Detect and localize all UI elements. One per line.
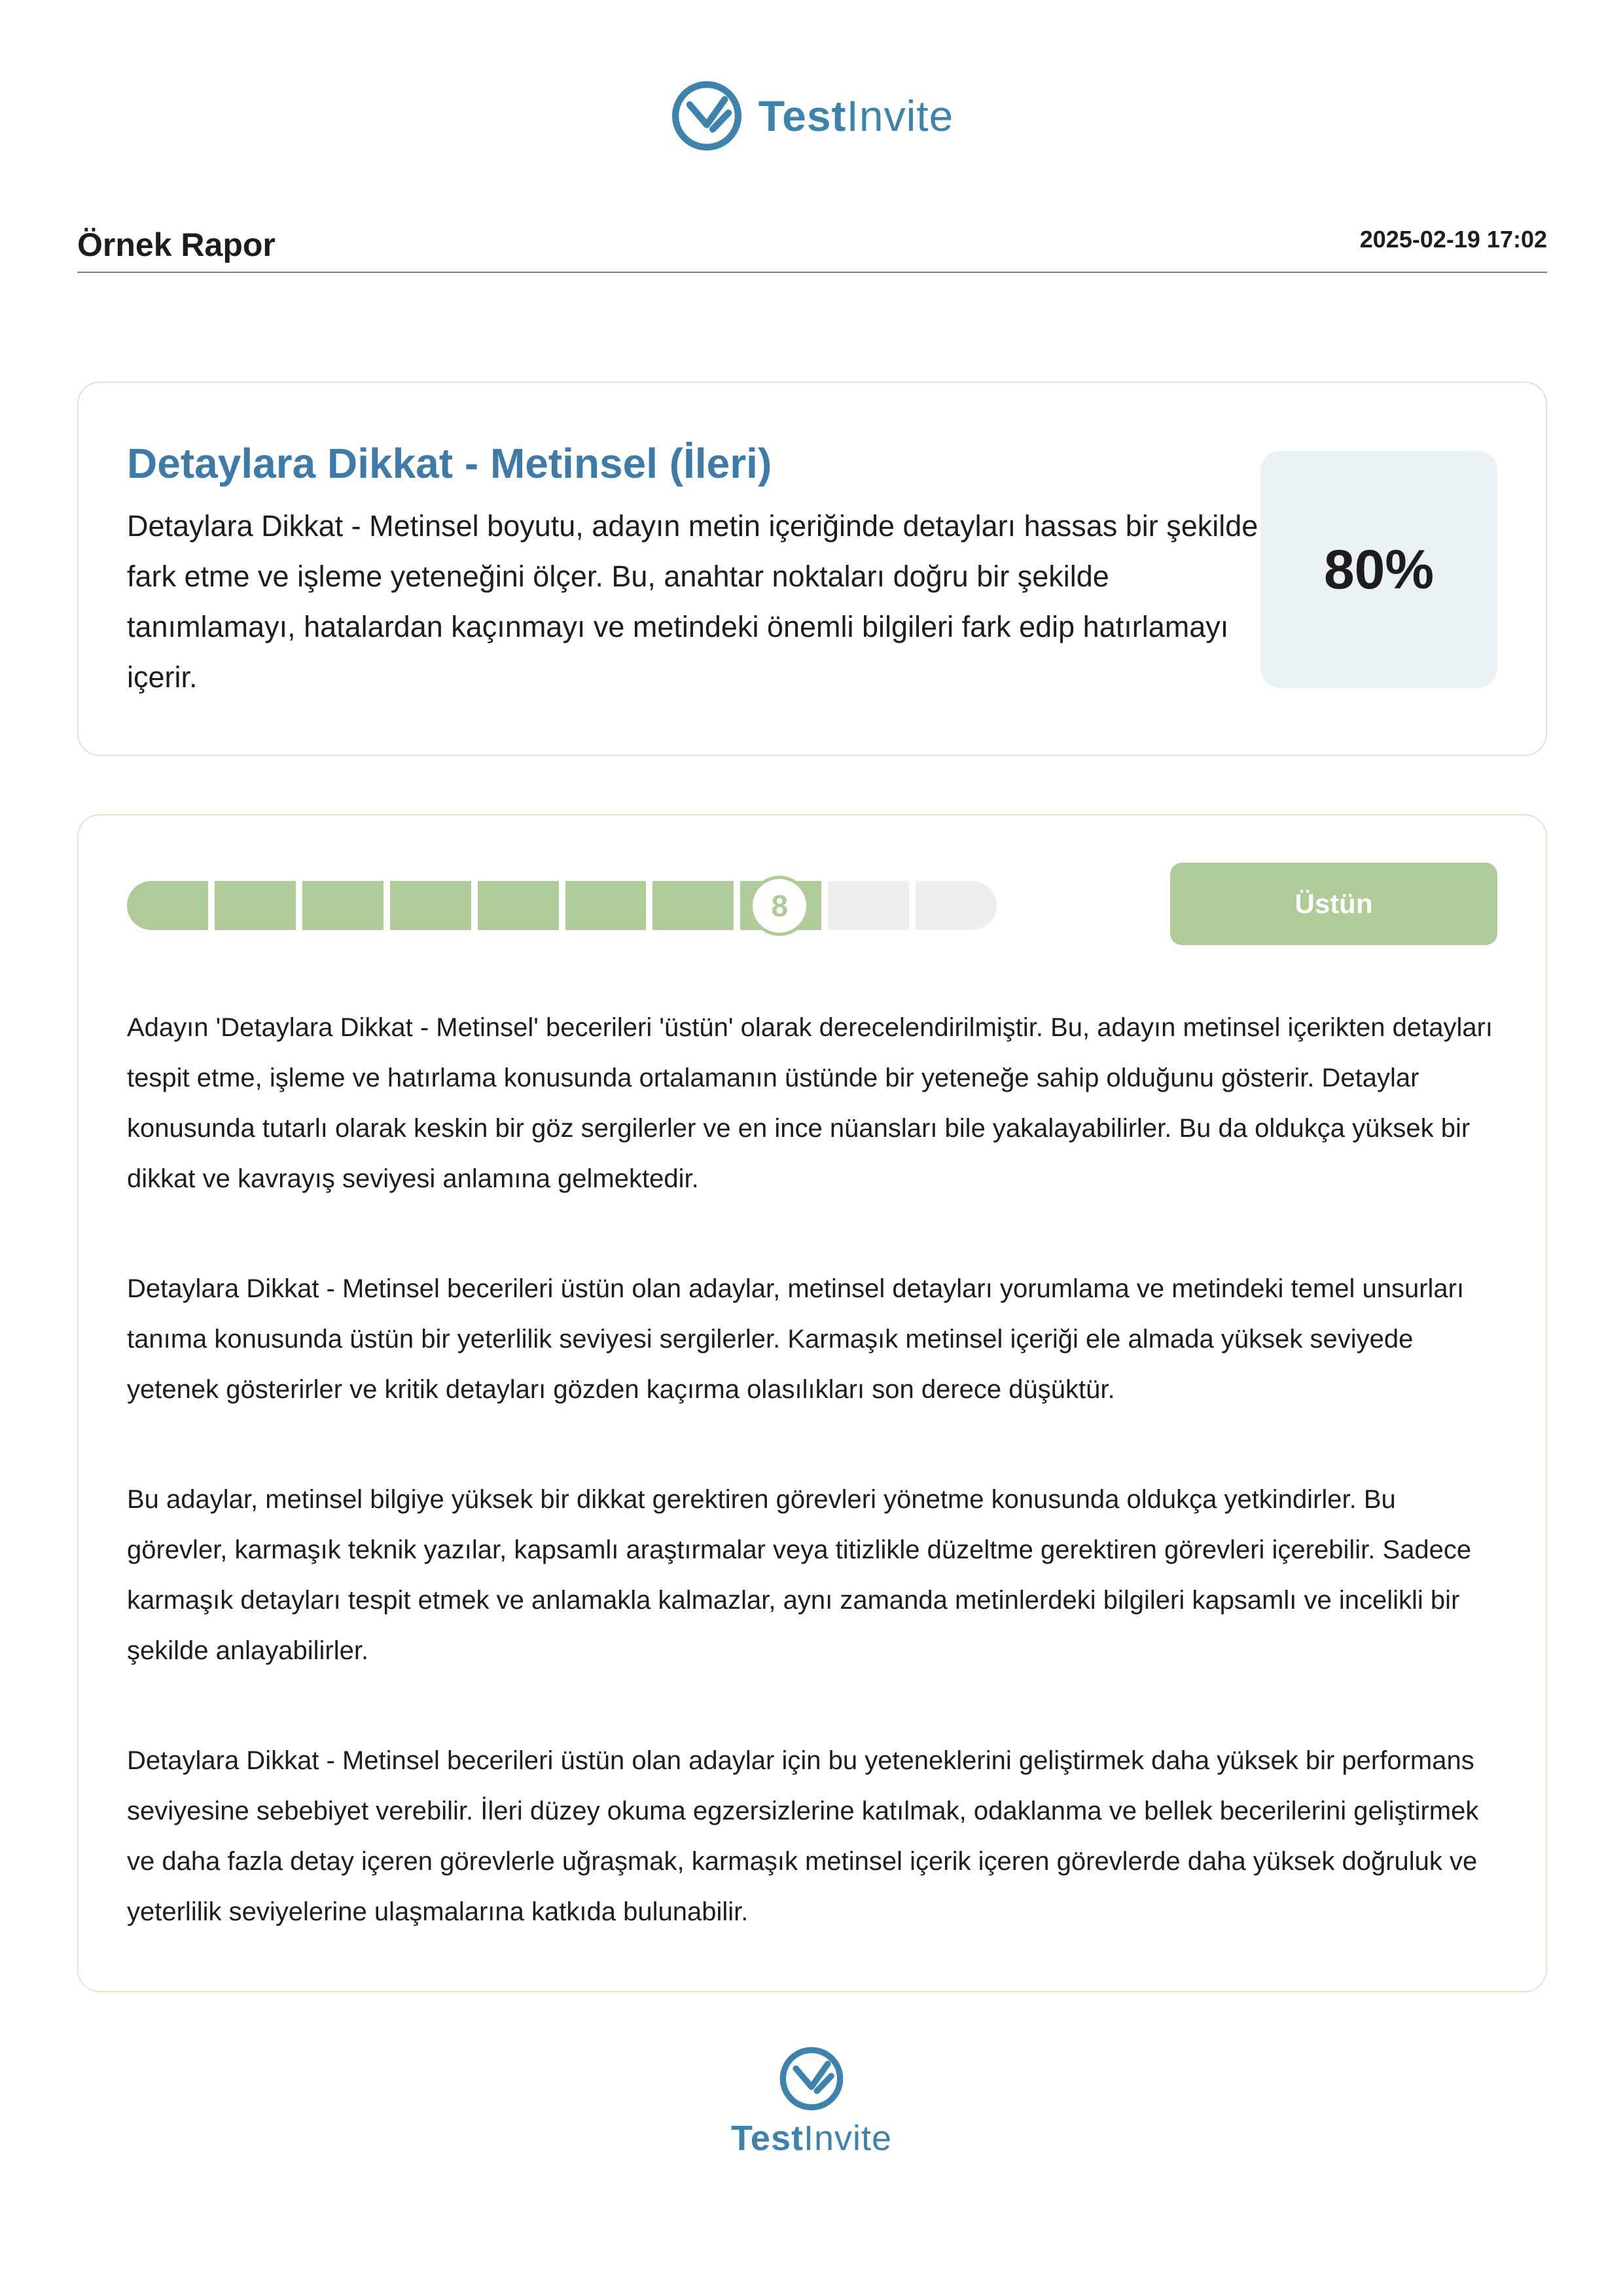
dimension-card [77,382,1547,756]
brand-wordmark [731,2118,892,2159]
brand-regular-text: Invite [803,2119,893,2158]
scale-segment [916,881,997,930]
scale-segment [478,881,559,930]
result-paragraph: Adayın 'Detaylara Dikkat - Metinsel' becerileri 'üstün' olarak derecelendirilmiştir. Bu, adayın metinsel içerikten detayları tespit etme, işleme ve hatırlama konusunda ortalamanın üstünde bir yeteneğe sahip olduğunu gösterir. Detaylar konusunda tutarlı olarak keskin bir göz sergilerler ve en ince nüansları bile yakalayabilirler. Bu da oldukça yüksek bir dikkat ve kavrayış seviyesi anlamına gelmektedir. [127,1013,1493,1193]
result-card [77,814,1547,1992]
brand-bold-text: Test [730,2119,804,2158]
checkmark-badge-icon [669,79,744,153]
report-title: Örnek Rapor [77,226,276,263]
score-box [1260,451,1497,688]
scale-segment [740,881,821,930]
scale-segment [828,881,909,930]
report-date: 2025-02-19 17:02 [1359,226,1547,253]
result-paragraph: Bu adaylar, metinsel bilgiye yüksek bir dikkat gerektiren görevleri yönetme konusunda oldukça yetkindirler. Bu görevler, karmaşık teknik yazılar, kapsamlı araştırmalar veya titizlikle düzeltme gerektiren görevleri içerebilir. Sadece karmaşık detayları tespit etmek ve anlamakla kalmazlar, aynı zamanda metinlerdeki bilgileri kapsamlı ve incelikli bir şekilde anlayabilirler. [127,1485,1472,1665]
level-badge [1170,863,1497,945]
scale-segment [127,881,208,930]
report-header [77,219,1547,273]
scale-marker: 8 [749,876,810,936]
scale-segment [215,881,296,930]
score-value: 80% [1323,538,1435,600]
scale-segment [390,881,471,930]
dimension-title: Detaylara Dikkat - Metinsel (İleri) [127,440,772,487]
brand-regular-text: Invite [846,92,954,140]
result-paragraph: Detaylara Dikkat - Metinsel becerileri üstün olan adaylar için bu yeteneklerini geliştirmek daha yüksek bir performans seviyesine sebebiyet verebilir. İleri düzey okuma egzersizlerine katılmak, odaklanma ve bellek becerilerini geliştirmek ve daha fazla detay içeren görevlerle uğraşmak, karmaşık metinsel içerik içeren görevlerde daha yüksek doğruluk ve yeterlilik seviyelerine ulaşmalarına katkıda bulunabilir. [127,1746,1479,1926]
result-paragraph: Detaylara Dikkat - Metinsel becerileri üstün olan adaylar, metinsel detayları yorumlama ve metindeki temel unsurları tanıma konusunda üstün bir yeterlilik seviyesi sergilerler. Karmaşık metinsel içeriği ele almada yüksek seviyede yetenek gösterirler ve kritik detayları gözden kaçırma olasılıkları son derece düşüktür. [127,1274,1465,1404]
result-paragraphs [127,1003,1501,1997]
score-scale [127,881,997,930]
checkmark-badge-icon [777,2045,846,2113]
level-label: Üstün [1294,888,1373,919]
scale-segment [652,881,734,930]
scale-segment [565,881,647,930]
brand-logo-top [0,73,1623,158]
brand-logo-bottom [0,2045,1623,2159]
dimension-description: Detaylara Dikkat - Metinsel boyutu, adayın metin içeriğinde detayları hassas bir şekilde fark etme ve işleme yeteneğini ölçer. Bu, anahtar noktaları doğru bir şekilde tanımlamayı, hatalardan kaçınmayı ve metindeki önemli bilgileri fark edip hatırlamayı içerir. [127,509,1258,694]
brand-bold-text: Test [758,92,847,140]
brand-wordmark [758,91,954,141]
scale-segment [302,881,383,930]
